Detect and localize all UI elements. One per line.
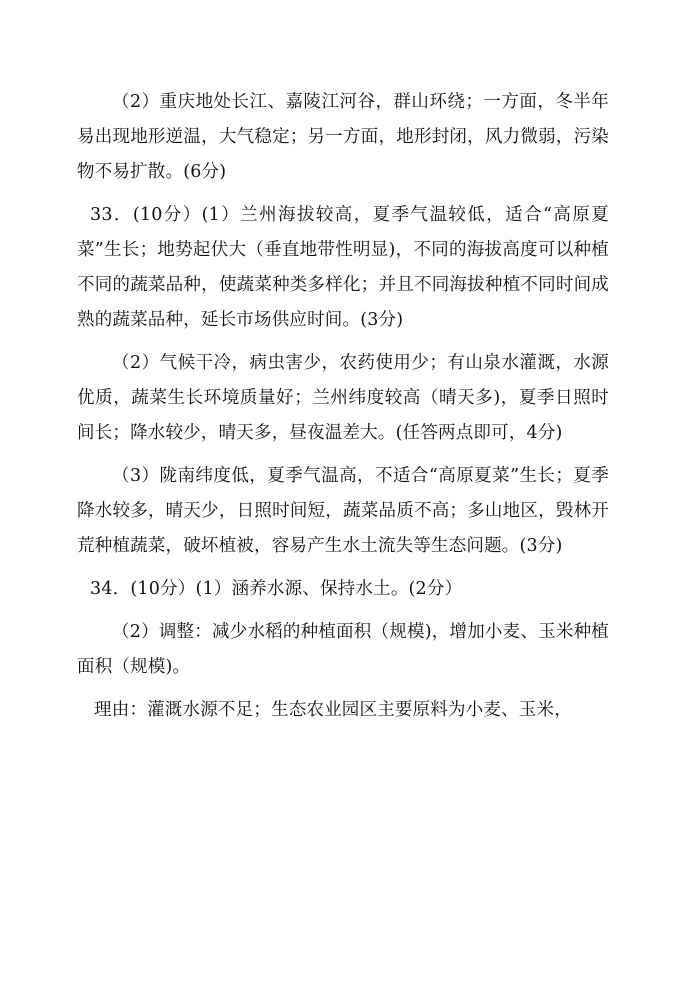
- paragraph-q34-reason: 理由：灌溉水源不足；生态农业园区主要原料为小麦、玉米，: [94, 700, 572, 720]
- paragraph-q34-part2: （2）调整：减少水稻的种植面积（规模)，增加小麦、玉米种植面积（规模)。: [77, 622, 609, 677]
- paragraph-q33-part3: （3）陇南纬度低，夏季气温高，不适合“高原夏菜”生长；夏季降水较多，晴天少，日照时间短，蔬菜品质不高；多山地区，毁林开荒种植蔬菜，破坏植被，容易产生水土流失等生态问题。(3分): [77, 466, 609, 556]
- paragraph-q33-part1: 33．(10分）(1）兰州海拔较高，夏季气温较低，适合“高原夏菜”生长；地势起伏大（垂直地带性明显)，不同的海拔高度可以种植不同的蔬菜品种，使蔬菜种类多样化；并且不同海拔种植不同时间成熟的蔬菜品种，延长市场供应时间。(3分): [77, 205, 609, 330]
- document-body: [77, 85, 609, 728]
- paragraph-q34-part1: 34．(10分）(1）涵养水源、保持水土。(2分）: [90, 579, 463, 599]
- paragraph-q33-part2: （2）气候干冷，病虫害少，农药使用少；有山泉水灌溉，水源优质，蔬菜生长环境质量好；兰州纬度较高（晴天多)，夏季日照时间长；降水较少，晴天多，昼夜温差大。(任答两点即可，4分): [77, 353, 609, 443]
- paragraph-q32-part2: （2）重庆地处长江、嘉陵江河谷，群山环绕；一方面，冬半年易出现地形逆温，大气稳定；另一方面，地形封闭，风力微弱，污染物不易扩散。(6分): [77, 92, 609, 182]
